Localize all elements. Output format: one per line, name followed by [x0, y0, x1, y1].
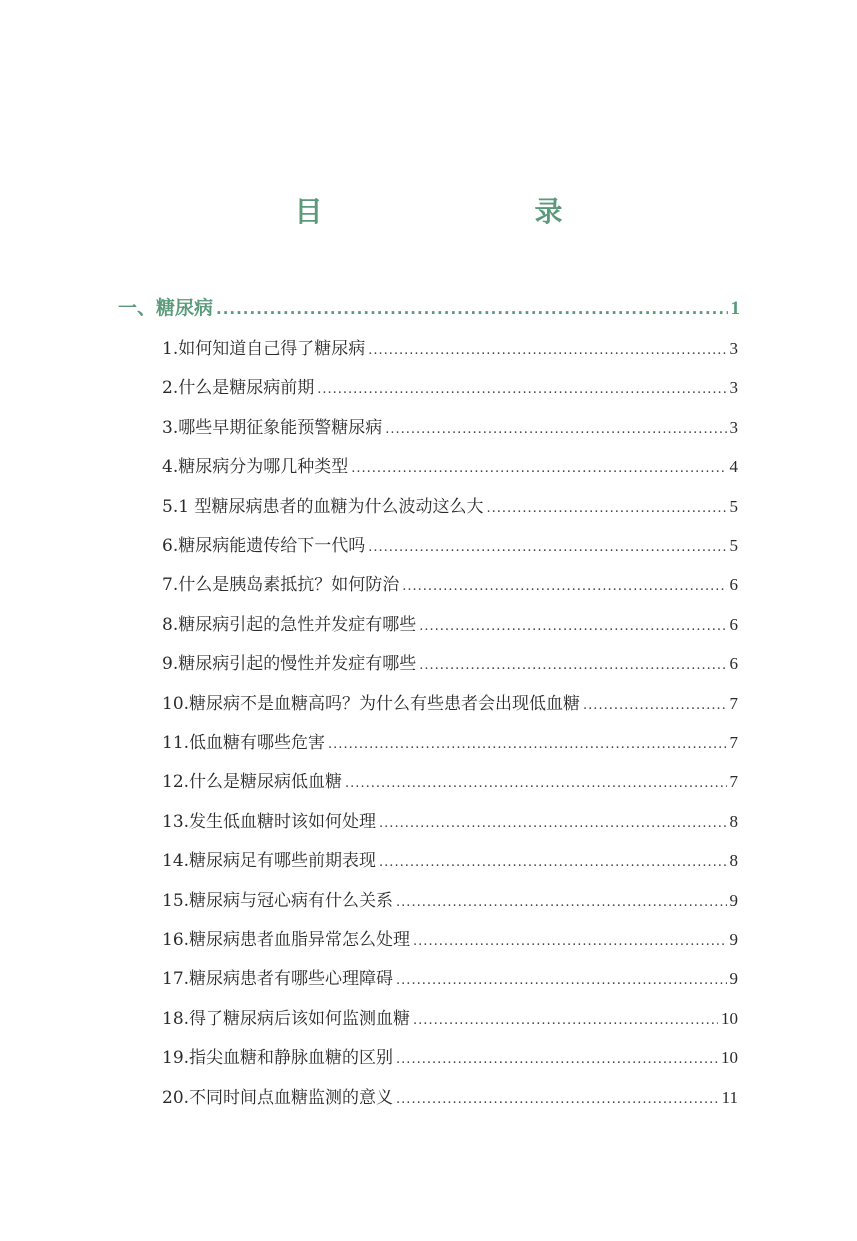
toc-item-page-number: 6: [729, 615, 738, 634]
dot-leader: [413, 1013, 718, 1028]
toc-item-title: 糖尿病引起的急性并发症有哪些: [178, 615, 417, 635]
toc-item-number: 9.: [162, 654, 179, 674]
toc-item-title: 什么是胰岛素抵抗？如何防治: [178, 575, 400, 595]
page-title: 目 录: [294, 195, 615, 228]
toc-item[interactable]: [162, 413, 738, 439]
toc-item-page-number: 8: [729, 812, 738, 831]
toc-item[interactable]: [162, 531, 738, 557]
toc-item-page-number: 10: [721, 1009, 738, 1028]
toc-item-title: 糖尿病引起的慢性并发症有哪些: [178, 654, 417, 674]
toc-item-number: 5.: [162, 497, 179, 517]
toc-item[interactable]: [162, 610, 738, 636]
dot-leader: [419, 619, 726, 634]
dot-leader: [402, 579, 726, 594]
section-label: 一、糖尿病: [118, 297, 214, 319]
toc-item-page-number: 5: [729, 536, 738, 555]
dot-leader: [328, 737, 726, 752]
toc-item-page-number: 3: [729, 418, 738, 437]
toc-item-number: 10.: [162, 694, 190, 714]
dot-leader: [368, 540, 726, 555]
toc-item-title: 1 型糖尿病患者的血糖为什么波动这么大: [178, 497, 484, 517]
toc-item-page-number: 7: [729, 772, 738, 791]
toc-item-page-number: 3: [729, 339, 738, 358]
toc-item-title: 发生低血糖时该如何处理: [189, 812, 377, 832]
toc-item-number: 16.: [162, 930, 190, 950]
toc-item-page-number: 3: [729, 378, 738, 397]
section-page-number: 1: [730, 298, 740, 319]
dot-leader: [379, 855, 726, 870]
toc-item-number: 15.: [162, 891, 190, 911]
toc-item-title: 糖尿病分为哪几种类型: [178, 457, 349, 477]
toc-item-page-number: 7: [729, 733, 738, 752]
toc-item-page-number: 4: [729, 457, 738, 476]
toc-item-number: 2.: [162, 378, 179, 398]
toc-item-title: 得了糖尿病后该如何监测血糖: [189, 1009, 411, 1029]
toc-item[interactable]: [162, 373, 738, 399]
toc-item-number: 8.: [162, 615, 179, 635]
toc-item-title: 什么是糖尿病低血糖: [189, 772, 343, 792]
toc-item[interactable]: [162, 846, 738, 872]
toc-item-number: 1.: [162, 339, 179, 359]
toc-item-number: 17.: [162, 969, 190, 989]
toc-item[interactable]: [162, 492, 738, 518]
toc-item-number: 18.: [162, 1009, 190, 1029]
dot-leader: [351, 461, 726, 476]
dot-leader: [216, 300, 727, 318]
toc-item-title: 低血糖有哪些危害: [189, 733, 326, 753]
toc-item-page-number: 6: [729, 654, 738, 673]
toc-item-number: 20.: [162, 1088, 190, 1108]
toc-item[interactable]: [162, 649, 738, 675]
toc-item-number: 14.: [162, 851, 190, 871]
dot-leader: [345, 776, 726, 791]
toc-item-title: 糖尿病能遗传给下一代吗: [178, 536, 366, 556]
dot-leader: [396, 1092, 719, 1107]
toc-item-page-number: 8: [729, 851, 738, 870]
toc-item[interactable]: [162, 807, 738, 833]
toc-item-number: 4.: [162, 457, 179, 477]
dot-leader: [486, 501, 726, 516]
toc-item-title: 糖尿病足有哪些前期表现: [189, 851, 377, 871]
dot-leader: [396, 895, 726, 910]
toc-item-page-number: 11: [721, 1088, 738, 1107]
toc-item-page-number: 9: [729, 891, 738, 910]
toc-item-number: 6.: [162, 536, 179, 556]
toc-item[interactable]: [162, 767, 738, 793]
dot-leader: [413, 934, 726, 949]
toc-item-page-number: 7: [729, 694, 738, 713]
toc-item-title: 糖尿病患者有哪些心理障碍: [189, 969, 394, 989]
toc-item-page-number: 5: [729, 497, 738, 516]
toc-item[interactable]: [162, 1083, 738, 1109]
toc-item-number: 11.: [162, 733, 190, 753]
toc-item[interactable]: [162, 964, 738, 990]
toc-item[interactable]: [162, 452, 738, 478]
toc-item-page-number: 9: [729, 969, 738, 988]
toc-item[interactable]: [162, 689, 738, 715]
toc-item[interactable]: [162, 728, 738, 754]
toc-item-title: 如何知道自己得了糖尿病: [178, 339, 366, 359]
toc-item[interactable]: [162, 1004, 738, 1030]
toc-item-number: 7.: [162, 575, 179, 595]
toc-item[interactable]: [162, 334, 738, 360]
dot-leader: [368, 343, 726, 358]
toc-item-title: 哪些早期征象能预警糖尿病: [178, 418, 383, 438]
dot-leader: [396, 1052, 718, 1067]
dot-leader: [396, 973, 726, 988]
dot-leader: [419, 658, 726, 673]
dot-leader: [583, 698, 726, 713]
toc-item[interactable]: [162, 925, 738, 951]
toc-item-number: 3.: [162, 418, 179, 438]
toc-item[interactable]: [162, 1043, 738, 1069]
toc-section-diabetes[interactable]: [118, 293, 740, 323]
toc-item-page-number: 9: [729, 930, 738, 949]
dot-leader: [317, 382, 726, 397]
toc-item-number: 12.: [162, 772, 190, 792]
dot-leader: [379, 816, 726, 831]
toc-item-number: 13.: [162, 812, 190, 832]
dot-leader: [385, 422, 726, 437]
toc-item[interactable]: [162, 570, 738, 596]
toc-item-title: 指尖血糖和静脉血糖的区别: [189, 1048, 394, 1068]
toc-item-title: 不同时间点血糖监测的意义: [189, 1088, 394, 1108]
toc-item-title: 糖尿病与冠心病有什么关系: [189, 891, 394, 911]
toc-item[interactable]: [162, 886, 738, 912]
toc-item-page-number: 10: [721, 1048, 738, 1067]
toc-item-title: 糖尿病患者血脂异常怎么处理: [189, 930, 411, 950]
toc-item-page-number: 6: [729, 575, 738, 594]
toc-item-number: 19.: [162, 1048, 190, 1068]
toc-item-title: 什么是糖尿病前期: [178, 378, 315, 398]
toc-item-title: 糖尿病不是血糖高吗？为什么有些患者会出现低血糖: [189, 694, 581, 714]
